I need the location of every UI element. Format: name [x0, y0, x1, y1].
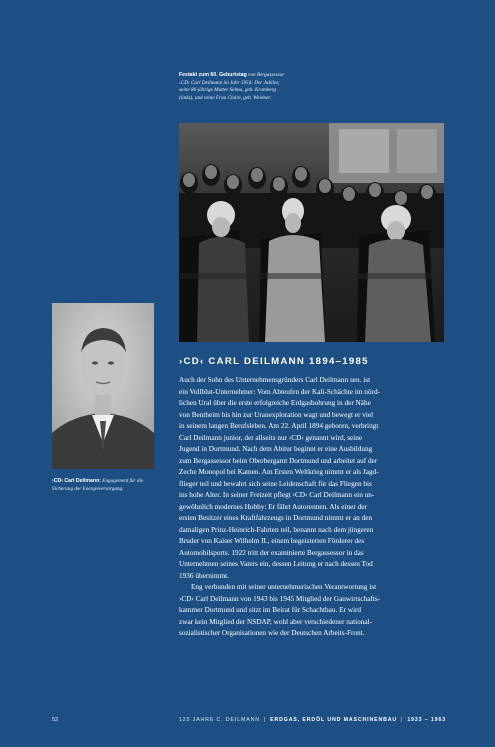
portrait-caption [52, 478, 164, 493]
portrait-caption-text: Engagement für die Sicherung der Energieversorgung. [52, 478, 144, 492]
body-line: Unternehmen seines Vaters ein, dessen Leitung er nach dessen Tod [179, 560, 373, 568]
body-line: Zeche Monopol bei Kamen. Am Ersten Weltkrieg nimmt er als Jagd- [179, 468, 379, 476]
section-heading: ›CD‹ CARL DEILMANN 1894–1985 [179, 356, 369, 367]
body-text [179, 375, 447, 640]
body-line: damaligen Prinz-Heinrich-Fahrten teil, benannt nach dem jüngeren [179, 525, 374, 534]
body-line: in seinem langen Berufsleben. Am 22. April 1894 geboren, verbringt [179, 422, 379, 430]
portrait-photo [52, 303, 154, 469]
body-line: ein Vollblut-Unternehmer: Vom Abteufen der Kali-Schächte im nörd- [179, 387, 381, 396]
body-line: zwar kein Mitglied der NSDAP, wohl aber verschiedener national- [179, 617, 373, 626]
body-line: sozialistischer Organisationen wie der Deutschen Arbeits-Front. [179, 629, 365, 637]
body-line: Auch der Sohn des Unternehmensgründers Carl Deilmann sen. ist [179, 376, 371, 384]
group-photo-caption-lead: Festakt zum 60. Geburtstag [179, 72, 247, 78]
body-line: von Bentheim bis hin zur Uranexploration wagt und bewegt er viel [179, 410, 374, 419]
footer-book-title: 125 JAHRE C. DEILMANN [179, 717, 260, 723]
footer-chapter-title: ERDGAS, ERDÖL UND MASCHINENBAU [270, 717, 398, 723]
portrait-caption-lead: ›CD‹ Carl Deilmann: [52, 478, 101, 484]
body-line: Eng verbunden mit seiner unternehmerischen Verantwortung ist [191, 583, 377, 591]
footer-years: 1933 – 1963 [407, 717, 447, 723]
body-line: ›CD‹ Carl Deilmann von 1943 bis 1945 Mitglied der Gauwirtschafts- [179, 594, 381, 603]
page-number: 52 [52, 717, 59, 723]
body-line: Automobilsports. 1922 tritt der examinierte Bergassessor in das [179, 548, 364, 557]
group-photo [179, 123, 444, 342]
body-line: Bruder von Kaiser Wilhelm II., einem begeisterten Förderer des [179, 537, 365, 545]
group-photo-caption [179, 72, 289, 102]
body-line: flieger teil und bewahrt sich seine Leidenschaft für das Fliegen bis [179, 479, 372, 488]
body-line: lichen Ural über die erste erfolgreiche Erdgasbohrung in der Nähe [179, 399, 371, 407]
footer-separator: | [401, 717, 404, 723]
body-line: zum Bergassessor beim Oberbergamt Dortmund und arbeitet auf der [179, 456, 378, 465]
body-line: ins hohe Alter. In seiner Freizeit pflegt ›CD‹ Carl Deilmann ein un- [179, 491, 375, 499]
body-line: Jugend in Dortmund. Nach dem Abitur beginnt er eine Ausbildung [179, 445, 373, 453]
body-line: 1936 übernimmt. [179, 571, 229, 580]
body-line: Carl Deilmann junior, der allseits nur ›CD‹ genannt wird, seine [179, 433, 363, 442]
body-line: gewöhnlich modernes Hobby: Er fährt Autorennen. Als einer der [179, 502, 367, 511]
body-line: kammer Dortmund und sitzt im Beirat für Schachtbau. Er wird [179, 606, 362, 614]
group-photo-caption-text: von Bergassessor ›CD‹ Carl Deilmann im Jahr 1954: Der Jubilar, seine 86-jährige Mutter Selma, geb. Kramberg (links), und seine Frau Claire, geb. Weidner. [179, 72, 285, 101]
footer-separator: | [263, 717, 267, 723]
body-line: ersten Besitzer eines Kraftfahrzeugs in Dortmund nimmt er an den [179, 514, 373, 522]
running-footer [179, 717, 446, 723]
